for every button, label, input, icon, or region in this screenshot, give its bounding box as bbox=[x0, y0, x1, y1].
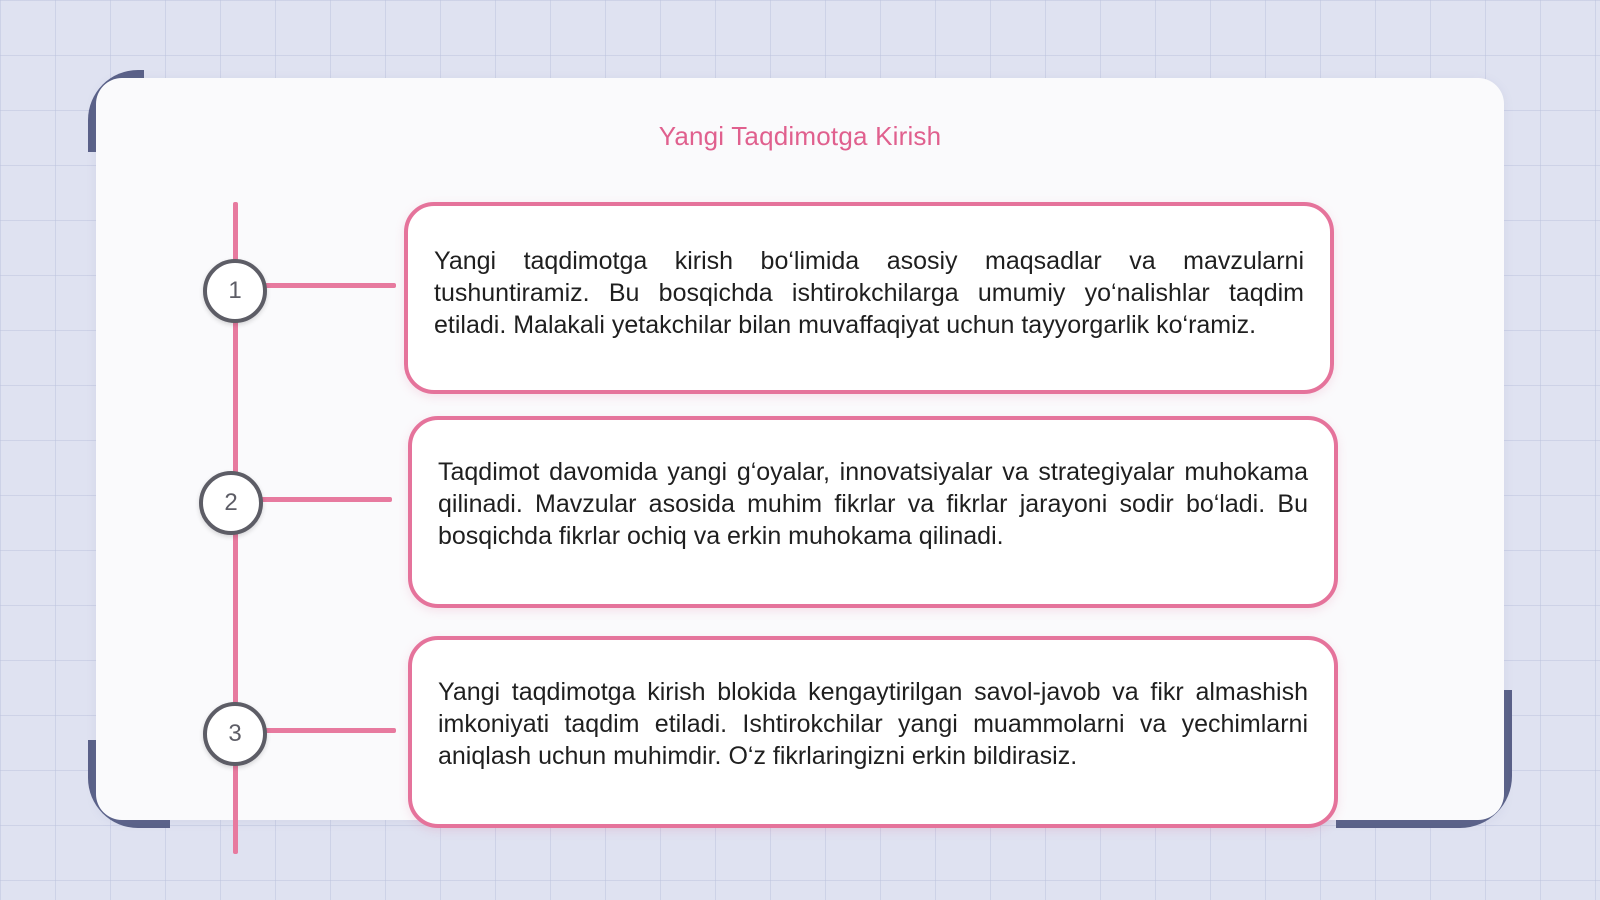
step-3-marker: 3 bbox=[203, 702, 267, 766]
step-3-card bbox=[408, 636, 1338, 828]
step-2-text: Taqdimot davomida yangi g‘oyalar, innovatsiyalar va strategiyalar muhokama qilinadi. Mavzular asosida muhim fikrlar va fikrlar jarayoni sodir bo‘ladi. Bu bosqichda fikrlar ochiq va erkin muhokama qilinadi. bbox=[438, 458, 1308, 550]
step-3-connector bbox=[262, 728, 396, 733]
step-2-connector bbox=[258, 497, 392, 502]
step-1-card bbox=[404, 202, 1334, 394]
step-1-text: Yangi taqdimotga kirish bo‘limida asosiy maqsadlar va mavzularni tushuntiramiz. Bu bosqichda ishtirokchilarga umumiy yo‘nalishlar taqdim etiladi. Malakali yetakchilar bilan muvaffaqiyat uchun tayyorgarlik ko‘ramiz. bbox=[434, 247, 1304, 339]
step-2-card bbox=[408, 416, 1338, 608]
step-1-marker: 1 bbox=[203, 259, 267, 323]
step-1-connector bbox=[262, 283, 396, 288]
step-3-text: Yangi taqdimotga kirish blokida kengaytirilgan savol-javob va fikr almashish imkoniyati taqdim etiladi. Ishtirokchilar yangi muammolarni va yechimlarni aniqlash uchun muhimdir. O‘z fikrlaringizni erkin bildirasiz. bbox=[438, 678, 1308, 770]
step-2-marker: 2 bbox=[199, 471, 263, 535]
slide-title: Yangi Taqdimotga Kirish bbox=[658, 121, 942, 151]
